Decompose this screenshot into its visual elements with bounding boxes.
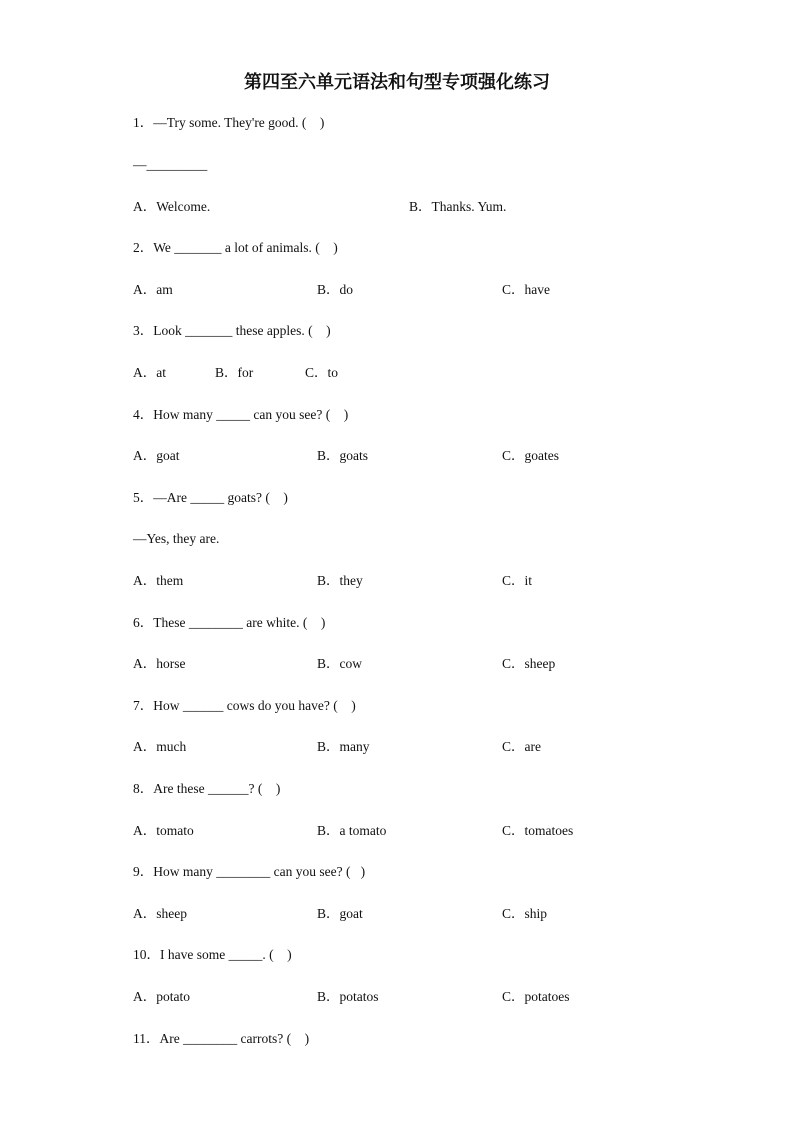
option-b: B．goat	[317, 906, 363, 921]
option-b: B．a tomato	[317, 823, 387, 838]
option-c: C．tomatoes	[502, 823, 574, 838]
question-stem: 7．How ______ cows do you have? ( )	[133, 698, 356, 713]
question-stem: 9．How many ________ can you see? ( )	[133, 864, 366, 879]
option-a: A．Welcome.	[133, 199, 211, 214]
question-stem: 5．—Are _____ goats? ( )	[133, 490, 288, 505]
option-b: B．for	[215, 365, 254, 380]
question-stem: 10．I have some _____. ( )	[133, 947, 292, 962]
option-c: C．goates	[502, 448, 559, 463]
option-a: A．sheep	[133, 906, 187, 921]
option-b: B．potatos	[317, 989, 379, 1004]
option-c: C．have	[502, 282, 550, 297]
option-a: A．potato	[133, 989, 190, 1004]
answer-line: —Yes, they are.	[133, 531, 220, 546]
question-stem: 11．Are ________ carrots? ( )	[133, 1031, 310, 1046]
option-a: A．at	[133, 365, 166, 380]
option-c: C．ship	[502, 906, 548, 921]
option-a: A．tomato	[133, 823, 194, 838]
option-b: B．cow	[317, 656, 362, 671]
option-b: B．goats	[317, 448, 369, 463]
option-b: B．they	[317, 573, 363, 588]
question-stem: 8．Are these ______? ( )	[133, 781, 281, 796]
option-a: A．goat	[133, 448, 180, 463]
option-a: A．horse	[133, 656, 186, 671]
page-title: 第四至六单元语法和句型专项强化练习	[244, 72, 550, 93]
option-b: B．Thanks. Yum.	[409, 199, 507, 214]
answer-blank: —_________	[133, 157, 208, 172]
question-stem: 6．These ________ are white. ( )	[133, 615, 326, 630]
option-a: A．them	[133, 573, 184, 588]
option-a: A．am	[133, 282, 173, 297]
question-stem: 2．We _______ a lot of animals. ( )	[133, 240, 338, 255]
option-c: C．are	[502, 739, 541, 754]
option-a: A．much	[133, 739, 187, 754]
option-c: C．it	[502, 573, 533, 588]
option-b: B．do	[317, 282, 354, 297]
question-stem: 4．How many _____ can you see? ( )	[133, 407, 349, 422]
option-c: C．sheep	[502, 656, 556, 671]
option-c: C．potatoes	[502, 989, 570, 1004]
option-b: B．many	[317, 739, 370, 754]
option-c: C．to	[305, 365, 339, 380]
question-stem: 1．—Try some. They're good. ( )	[133, 115, 325, 130]
question-stem: 3．Look _______ these apples. ( )	[133, 323, 331, 338]
